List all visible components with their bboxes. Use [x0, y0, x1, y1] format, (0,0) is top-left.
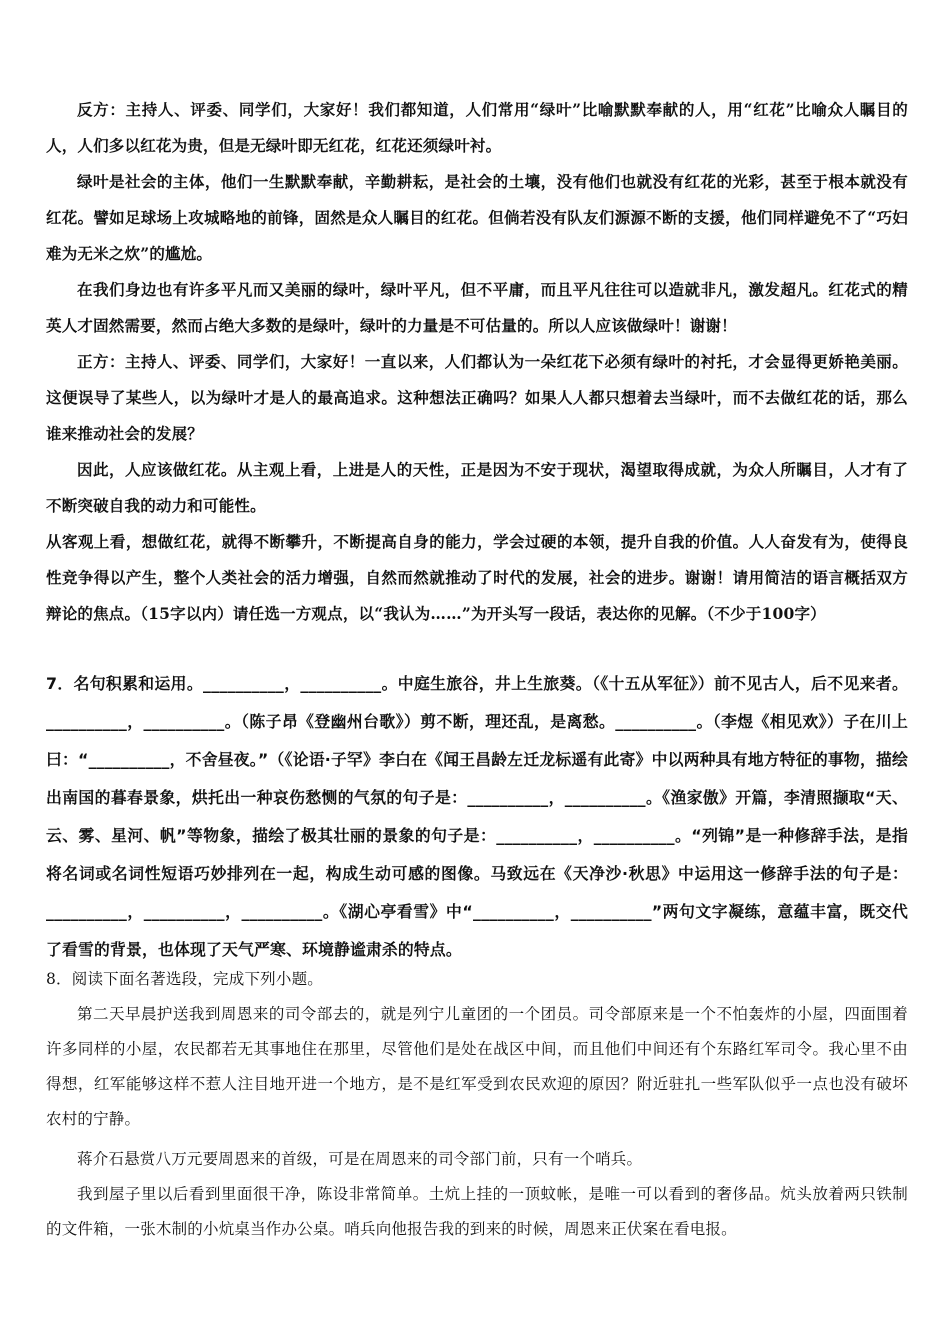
debate-pro-subjective: 因此，人应该做红花。从主观上看，上进是人的天性，正是因为不安于现状，渴望取得成就，为众人所瞩目，人才有了不断突破自我的动力和可能性。: [46, 460, 908, 515]
excerpt-paragraph-1: 第二天早晨护送我到周恩来的司令部去的，就是列宁儿童团的一个团员。司令部原来是一个不怕轰炸的小屋，四面围着许多同样的小屋，农民都若无其事地住在那里，尽管他们是处在战区中间，而且他们中间还有个东路红军司令。我心里不由得想，红军能够这样不惹人注目地开进一个地方，是不是红军受到农民欢迎的原因？附近驻扎一些军队似乎一点也没有破坏农村的宁静。: [46, 1005, 908, 1128]
debate-con-opening: 反方：主持人、评委、同学们，大家好！我们都知道，人们常用“绿叶”比喻默默奉献的人，用“红花”比喻众人瞩目的人，人们多以红花为贵，但是无绿叶即无红花，红花还须绿叶衬。: [46, 100, 908, 155]
question-7: 7．名句积累和运用。__________，__________。中庭生旅谷，井上生旅葵。（《十五从军征》）前不见古人，后不见来者。__________，__________。（陈子昂《登幽州台歌》）剪不断，理还乱，是离愁。__________。（李煜《相见欢》）子在川上曰：“__________，不舍昼夜。”（《论语·子罕》李白在《闻王昌龄左迁龙标遥有此寄》中以两种具有地方特征的事物，描绘出南国的暮春景象，烘托出一种哀伤愁恻的气氛的句子是：__________，__________。《渔家傲》开篇，李清照撷取“天、云、雾、星河、帆”等物象，描绘了极其壮丽的景象的句子是：__________，__________。“列锦”是一种修辞手法，是指将名词或名词性短语巧妙排列在一起，构成生动可感的图像。马致远在《天净沙·秋思》中运用这一修辞手法的句子是：__________，__________，__________。《湖心亭看雪》中“__________，__________”两句文字凝练，意蕴丰富，既交代了看雪的背景，也体现了天气严寒、环境静谧肃杀的特点。: [46, 674, 908, 959]
debate-con-closing: 在我们身边也有许多平凡而又美丽的绿叶，绿叶平凡，但不平庸，而且平凡往往可以造就非凡，激发超凡。红花式的精英人才固然需要，然而占绝大多数的是绿叶，绿叶的力量是不可估量的。所以人应该做绿叶！谢谢！: [46, 280, 908, 335]
debate-con-argument: 绿叶是社会的主体，他们一生默默奉献，辛勤耕耘，是社会的土壤，没有他们也就没有红花的光彩，甚至于根本就没有红花。譬如足球场上攻城略地的前锋，固然是众人瞩目的红花。但倘若没有队友们源源不断的支援，他们同样避免不了“巧妇难为无米之炊”的尴尬。: [46, 172, 908, 263]
question-8-title: 8．阅读下面名著选段，完成下列小题。: [46, 970, 323, 988]
excerpt-paragraph-3: 我到屋子里以后看到里面很干净，陈设非常简单。土炕上挂的一顶蚊帐，是唯一可以看到的奢侈品。炕头放着两只铁制的文件箱，一张木制的小炕桌当作办公桌。哨兵向他报告我的到来的时候，周恩来正伏案在看电报。: [46, 1185, 908, 1238]
debate-pro-objective-and-question: 从客观上看，想做红花，就得不断攀升，不断提高自身的能力，学会过硬的本领，提升自我的价值。人人奋发有为，使得良性竞争得以产生，整个人类社会的活力增强，自然而然就推动了时代的发展，社会的进步。谢谢！请用简洁的语言概括双方辩论的焦点。（15字以内）请任选一方观点，以“我认为……”为开头写一段话，表达你的见解。（不少于100字）: [46, 532, 908, 623]
excerpt-paragraph-2: 蒋介石悬赏八万元要周恩来的首级，可是在周恩来的司令部门前，只有一个哨兵。: [77, 1150, 643, 1168]
debate-pro-opening: 正方：主持人、评委、同学们，大家好！一直以来，人们都认为一朵红花下必须有绿叶的衬托，才会显得更娇艳美丽。这便误导了某些人，以为绿叶才是人的最高追求。这种想法正确吗？如果人人都只想着去当绿叶，而不去做红花的话，那么谁来推动社会的发展？: [46, 352, 908, 443]
